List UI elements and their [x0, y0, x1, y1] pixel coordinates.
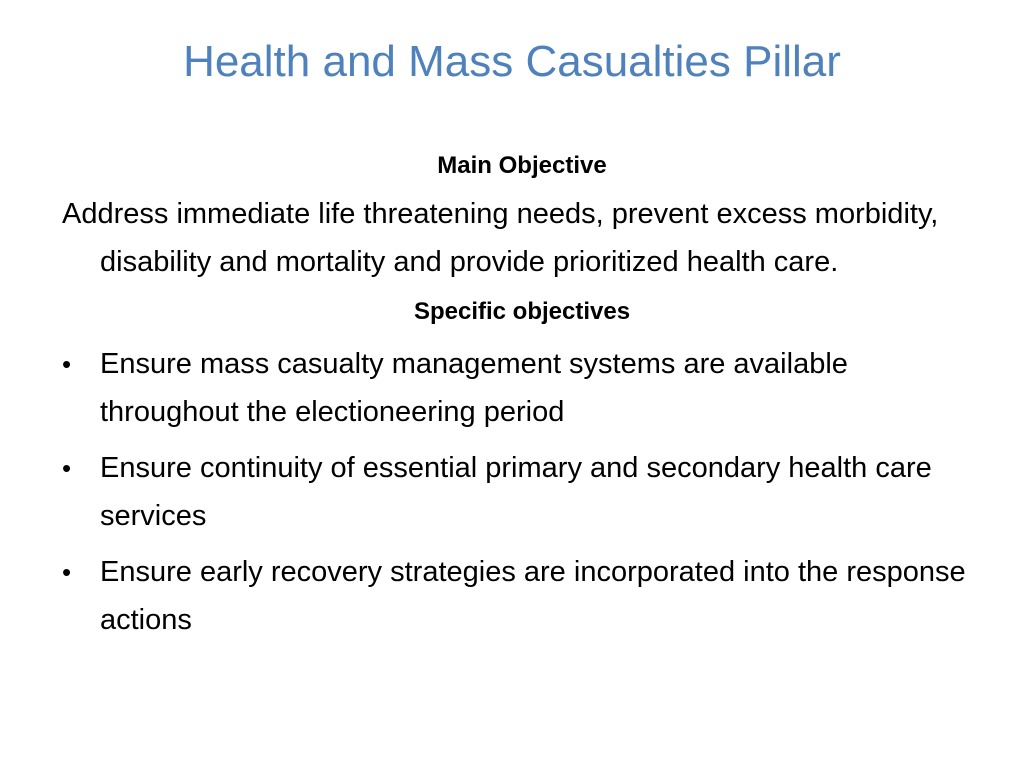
- specific-objectives-list: [62, 340, 982, 644]
- bullet-icon: •: [62, 453, 72, 483]
- specific-objectives-heading: Specific objectives: [413, 298, 631, 325]
- list-item: [62, 548, 982, 644]
- list-item: [62, 444, 982, 540]
- bullet-icon: •: [62, 557, 72, 587]
- slide-title: Health and Mass Casualties Pillar: [183, 37, 841, 86]
- list-item-text: Ensure continuity of essential primary and secondary health care services: [100, 452, 932, 532]
- list-item: [62, 340, 982, 436]
- main-objective-heading: Main Objective: [437, 152, 607, 179]
- list-item-text: Ensure mass casualty management systems are available throughout the electioneering period: [100, 348, 848, 428]
- slide-body: [62, 150, 982, 652]
- bullet-icon: •: [62, 349, 72, 379]
- list-item-text: Ensure early recovery strategies are incorporated into the response actions: [100, 556, 966, 636]
- main-objective-text: Address immediate life threatening needs, prevent excess morbidity, disability and mortality and provide prioritized health care.: [62, 198, 939, 278]
